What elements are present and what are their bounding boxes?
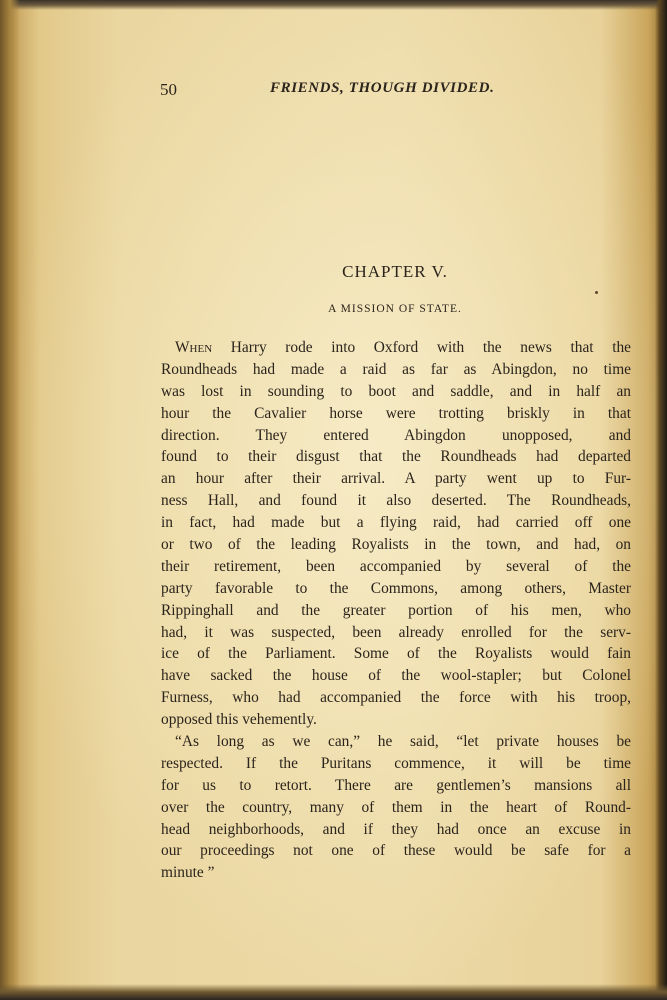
page-binding-edge	[0, 0, 20, 1000]
text-line: ice of the Parliament. Some of the Royalists would fain	[161, 645, 631, 663]
drop-lead-word: When	[175, 339, 213, 356]
chapter-subtitle: A MISSION OF STATE.	[328, 303, 462, 315]
text-line: had, it was suspected, been already enrolled for the serv-	[161, 623, 631, 641]
text-line: respected. If the Puritans commence, it will be time	[161, 754, 631, 772]
text-line: was lost in sounding to boot and saddle, and in half an	[161, 382, 631, 400]
text-line: for us to retort. There are gentlemen’s mansions all	[161, 776, 631, 794]
text-line: an hour after their arrival. A party went up to Fur-	[161, 470, 631, 488]
running-title: FRIENDS, THOUGH DIVIDED.	[270, 80, 495, 96]
page-outer-edge	[655, 0, 667, 1000]
text-line: direction. They entered Abingdon unopposed, and	[161, 426, 631, 444]
text-line: our proceedings not one of these would be safe for a	[161, 842, 631, 860]
page-bottom-edge	[0, 984, 667, 1000]
text-line: party favorable to the Commons, among others, Master	[161, 579, 631, 597]
text-line: their retirement, been accompanied by several of the	[161, 557, 631, 575]
text-line-rest: Harry rode into Oxford with the news that the	[212, 339, 631, 356]
text-line: hour the Cavalier horse were trotting briskly in that	[161, 404, 631, 422]
text-line: found to their disgust that the Roundheads had departed	[161, 448, 631, 466]
text-line: opposed this vehemently.	[161, 711, 317, 729]
chapter-heading: CHAPTER V.	[342, 262, 448, 281]
text-line: in fact, had made but a flying raid, had carried off one	[161, 514, 631, 532]
text-line: minute ”	[161, 864, 215, 882]
page-number: 50	[160, 80, 177, 99]
body-text	[161, 337, 631, 884]
text-line: “As long as we can,” he said, “let private houses be	[175, 733, 631, 751]
text-line: over the country, many of them in the heart of Round-	[161, 798, 631, 816]
text-line: ness Hall, and found it also deserted. The Roundheads,	[161, 492, 631, 510]
ink-speck	[595, 291, 598, 294]
text-line: head neighborhoods, and if they had once an excuse in	[161, 820, 631, 838]
text-line: or two of the leading Royalists in the town, and had, on	[161, 536, 631, 554]
text-line	[161, 337, 631, 359]
running-head	[160, 80, 630, 104]
page-top-edge	[0, 0, 667, 10]
text-line: Furness, who had accompanied the force with his troop,	[161, 689, 631, 707]
text-line: Roundheads had made a raid as far as Abingdon, no time	[161, 360, 631, 378]
text-line: have sacked the house of the wool-stapler; but Colonel	[161, 667, 631, 685]
text-line: Rippinghall and the greater portion of his men, who	[161, 601, 631, 619]
